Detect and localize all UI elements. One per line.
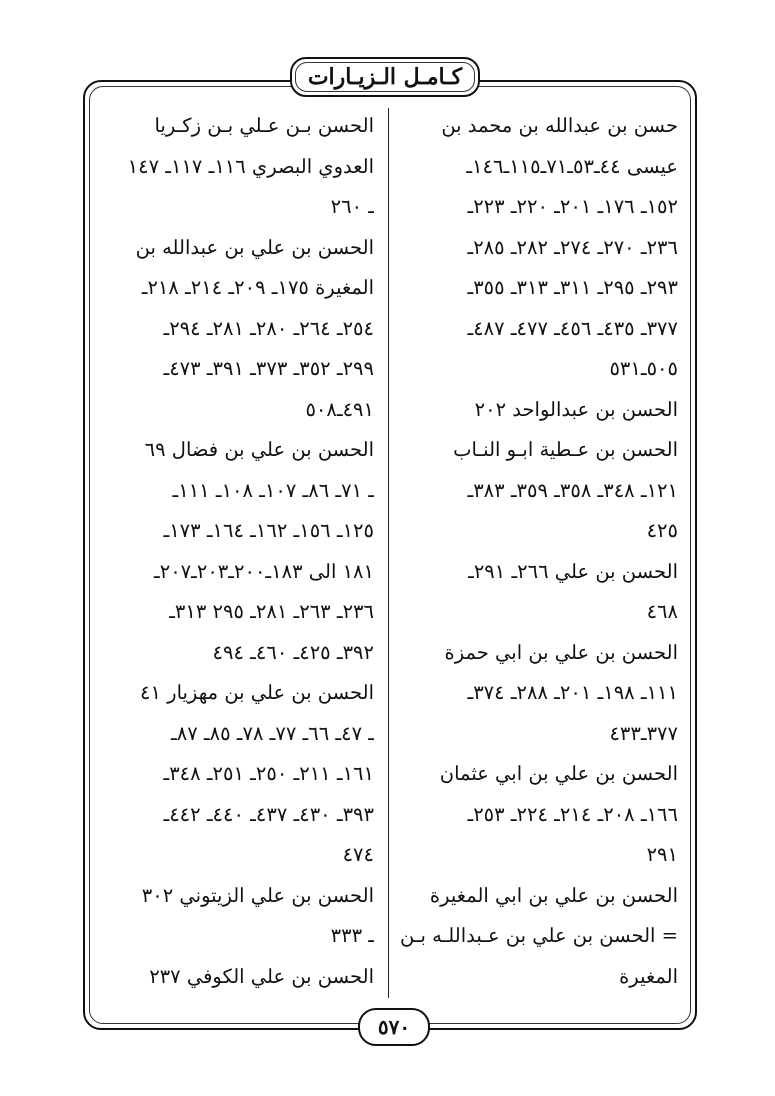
- index-line: الحسن بن علي بن ابي حمزة: [444, 640, 678, 664]
- index-line: ٢٣٦ـ ٢٦٣ـ ٢٨١ـ ٢٩٥ ٣١٣ـ: [169, 600, 374, 623]
- index-line: الحسن بن علي الكوفي ٢٣٧: [149, 964, 374, 988]
- index-line: ٤٩١ـ٥٠٨: [305, 397, 374, 421]
- header-title-box: [290, 57, 480, 97]
- index-line: ١٨١ الى ١٨٣ـ٢٠٠ـ٢٠٣ـ٢٠٧ـ: [154, 559, 374, 583]
- index-line: ـ ٧١ـ ٨٦ـ ١٠٧ـ ١٠٨ـ ١١١ـ: [172, 478, 374, 502]
- index-line: الحسن بن علي الزيتوني ٣٠٢: [141, 883, 374, 907]
- index-line: ـ ٣٣٣: [330, 924, 374, 947]
- index-line: ٣٧٧ـ٤٣٣: [609, 721, 678, 745]
- page-number: ٥٧٠: [358, 1008, 430, 1046]
- index-line: ٢٥٤ـ ٢٦٤ـ ٢٨٠ـ ٢٨١ـ ٢٩٤ـ: [163, 316, 374, 340]
- index-line: ٤٦٨: [646, 600, 678, 623]
- index-line: الحسن بن عبدالواحد ٢٠٢: [474, 397, 678, 421]
- index-line: ١٢٥ـ ١٥٦ـ ١٦٢ـ ١٦٤ـ ١٧٣ـ: [163, 519, 374, 542]
- index-line: ـ ٤٧ـ ٦٦ـ ٧٧ـ ٧٨ـ ٨٥ـ ٨٧ـ: [171, 721, 374, 745]
- index-line: عيسى ٤٤ـ٥٣ـ٧١ـ١١٥ـ١٤٦ـ: [466, 154, 678, 178]
- index-line: ٢٩٩ـ ٣٥٢ـ ٣٧٣ـ ٣٩١ـ ٤٧٣ـ: [163, 357, 374, 380]
- index-line: الحسن بن علي ٢٦٦ـ ٢٩١ـ: [468, 559, 678, 583]
- index-line: = الحسن بن علي بن عـبداللـه بـن: [399, 924, 678, 947]
- index-line: ٢٣٦ـ ٢٧٠ـ ٢٧٤ـ ٢٨٢ـ ٢٨٥ـ: [467, 235, 678, 259]
- index-line: ٣٩٢ـ ٤٢٥ـ ٤٦٠ـ ٤٩٤: [212, 640, 374, 664]
- index-line: ٤٧٤: [342, 843, 374, 866]
- left-column: [92, 106, 374, 997]
- index-line: ٥٠٥ـ٥٣١: [609, 357, 678, 380]
- index-line: ١٦١ـ ٢١١ـ ٢٥٠ـ ٢٥١ـ ٣٤٨ـ: [163, 762, 374, 785]
- index-line: العدوي البصري ١١٦ـ ١١٧ـ ١٤٧: [127, 154, 374, 178]
- right-column: [398, 106, 678, 997]
- index-line: الحسن بن علي بن ابي عثمان: [439, 762, 678, 785]
- index-line: ٢٩٣ـ ٢٩٥ـ ٣١١ـ ٣١٣ـ ٣٥٥ـ: [467, 276, 678, 299]
- index-line: ٤٢٥: [646, 519, 678, 542]
- index-line: ٢٩١: [646, 843, 678, 866]
- index-line: ـ ٢٦٠: [330, 195, 374, 218]
- index-line: ١٥٢ـ ١٧٦ـ ٢٠١ـ ٢٢٠ـ ٢٢٣ـ: [467, 195, 678, 218]
- index-line: الحسن بن علي بن فضال ٦٩: [144, 438, 374, 461]
- index-line: المغيرة ١٧٥ـ ٢٠٩ـ ٢١٤ـ ٢١٨ـ: [141, 276, 374, 299]
- index-line: المغيرة: [619, 964, 678, 988]
- index-line: الحسن بن عـطية ابـو النـاب: [453, 438, 678, 461]
- column-divider: [388, 108, 389, 998]
- index-line: ٣٩٣ـ ٤٣٠ـ ٤٣٧ـ ٤٤٠ـ ٤٤٢ـ: [163, 802, 374, 826]
- index-line: الحسن بن علي بن عبدالله بن: [135, 235, 374, 259]
- index-line: ١٦٦ـ ٢٠٨ـ ٢١٤ـ ٢٢٤ـ ٢٥٣ـ: [467, 802, 678, 826]
- index-line: الحسن بن علي بن مهزيار ٤١: [140, 681, 374, 704]
- index-line: الحسن بـن عـلي بـن زكـريا: [154, 114, 374, 137]
- page-title: كـامـل الـزيـارات: [307, 64, 463, 90]
- index-line: ٣٧٧ـ ٤٣٥ـ ٤٥٦ـ ٤٧٧ـ ٤٨٧ـ: [467, 316, 678, 340]
- index-line: ١١١ـ ١٩٨ـ ٢٠١ـ ٢٨٨ـ ٣٧٤ـ: [467, 681, 678, 704]
- index-line: ١٢١ـ ٣٤٨ـ ٣٥٨ـ ٣٥٩ـ ٣٨٣ـ: [467, 478, 678, 502]
- index-line: الحسن بن علي بن ابي المغيرة: [429, 883, 678, 907]
- index-line: حسن بن عبدالله بن محمد بن: [441, 114, 678, 137]
